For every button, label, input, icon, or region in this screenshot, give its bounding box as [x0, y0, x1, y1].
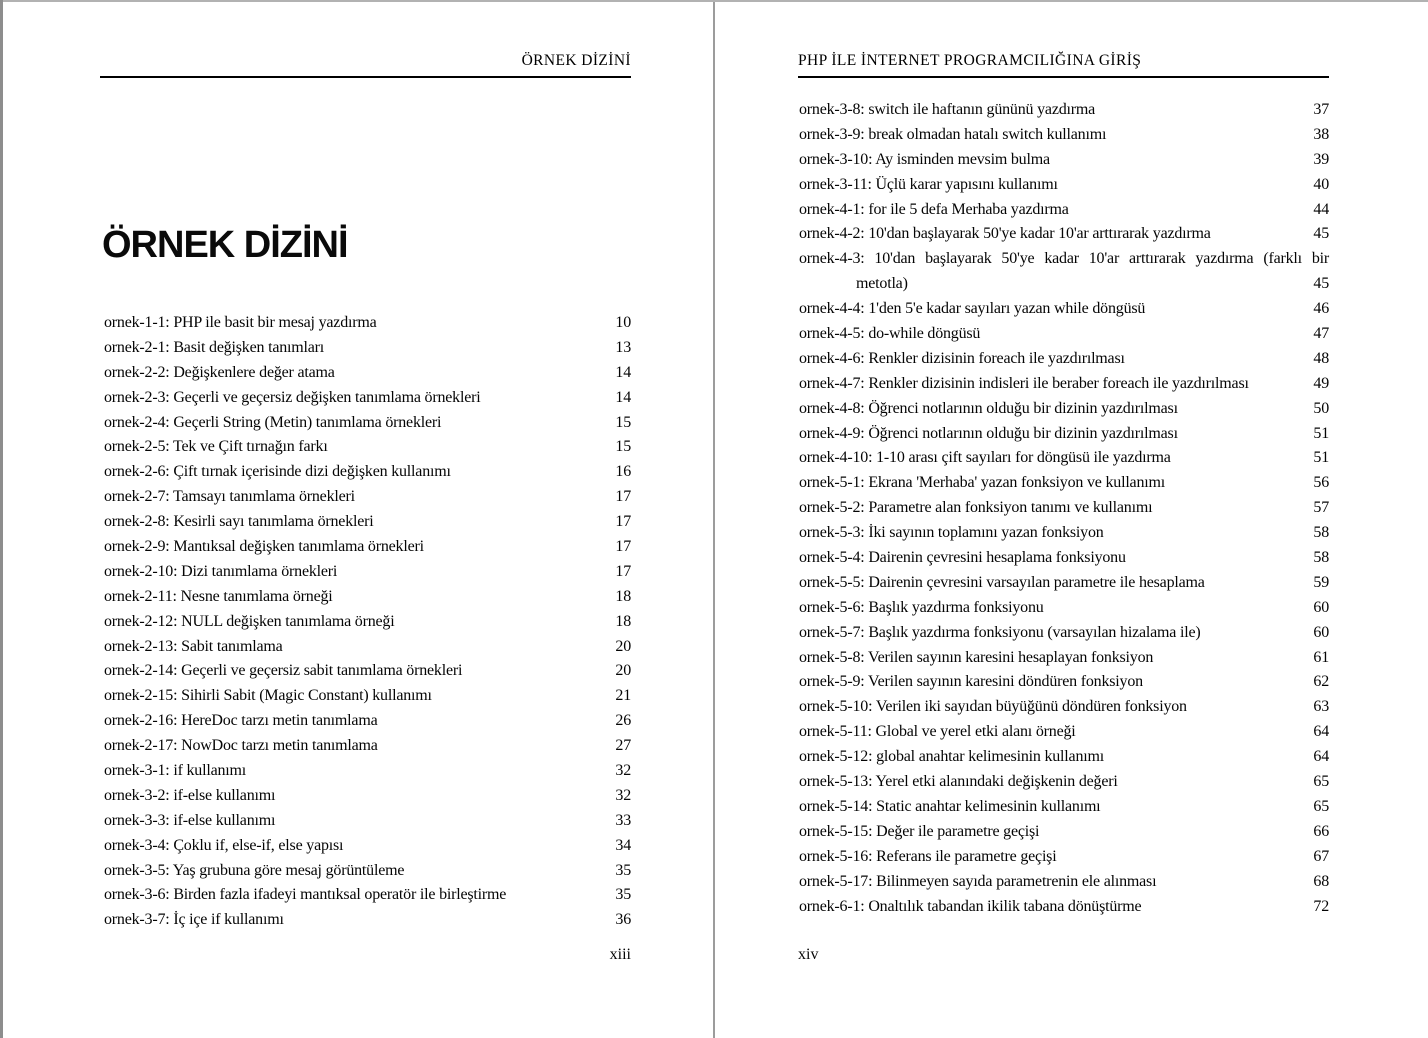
toc-row [799, 745, 1329, 770]
toc-entry-label: ornek-2-13: Sabit tanımlama [104, 637, 283, 655]
toc-entry-page: 65 [1313, 773, 1329, 791]
page-right [715, 0, 1428, 1038]
toc-entry-page: 72 [1313, 897, 1329, 915]
toc-entry-label: ornek-5-17: Bilinmeyen sayıda parametrenin ele alınması [799, 872, 1157, 890]
toc-entry-page: 59 [1313, 573, 1329, 591]
toc-row [799, 820, 1329, 845]
toc-row [104, 411, 631, 436]
page-left [0, 0, 713, 1038]
toc-list-left [104, 311, 631, 933]
toc-entry-page: 17 [615, 562, 631, 580]
toc-row [799, 222, 1329, 247]
toc-entry-page: 15 [615, 438, 631, 456]
toc-entry-page: 10 [615, 314, 631, 331]
toc-row [799, 173, 1329, 198]
toc-row [799, 422, 1329, 447]
toc-row [799, 471, 1329, 496]
toc-entry-page: 44 [1313, 200, 1329, 218]
toc-entry-label: ornek-5-15: Değer ile parametre geçişi [799, 822, 1040, 840]
toc-entry-label: ornek-4-10: 1-10 arası çift sayıları for döngüsü ile yazdırma [799, 449, 1171, 467]
toc-entry-page: 51 [1313, 424, 1329, 442]
running-head-left: ÖRNEK DİZİNİ [521, 52, 631, 69]
toc-row [799, 446, 1329, 471]
toc-row [104, 535, 631, 560]
toc-entry-label: ornek-3-5: Yaş grubuna göre mesaj görüntüleme [104, 861, 405, 879]
toc-entry-label: ornek-5-11: Global ve yerel etki alanı örneği [799, 723, 1076, 741]
toc-entry-page: 67 [1313, 847, 1329, 865]
toc-entry-page: 64 [1313, 723, 1329, 741]
toc-entry-label: ornek-2-10: Dizi tanımlama örnekleri [104, 562, 338, 580]
toc-entry-page: 27 [615, 737, 631, 755]
toc-entry-page: 33 [615, 811, 631, 829]
toc-entry-label: ornek-2-12: NULL değişken tanımlama örneği [104, 612, 395, 630]
toc-entry-label: ornek-2-15: Sihirli Sabit (Magic Constant) kullanımı [104, 687, 432, 705]
toc-entry-label: ornek-5-13: Yerel etki alanındaki değişkenin değeri [799, 773, 1118, 791]
toc-entry-label: ornek-3-4: Çoklu if, else-if, else yapısı [104, 836, 344, 854]
toc-list-right [799, 98, 1329, 919]
toc-entry-label: ornek-4-7: Renkler dizisinin indisleri ile beraber foreach ile yazdırılması [799, 374, 1249, 392]
toc-entry-label: ornek-5-1: Ekrana 'Merhaba' yazan fonksiyon ve kullanımı [799, 474, 1165, 492]
toc-entry-label: ornek-3-1: if kullanımı [104, 762, 247, 780]
toc-entry-page: 18 [615, 612, 631, 630]
toc-entry-page: 60 [1313, 623, 1329, 641]
toc-row [104, 809, 631, 834]
toc-entry-page: 68 [1313, 872, 1329, 890]
toc-entry-label: ornek-5-14: Static anahtar kelimesinin kullanımı [799, 797, 1101, 815]
toc-row [799, 123, 1329, 148]
toc-row [104, 635, 631, 660]
toc-entry-label: ornek-4-8: Öğrenci notlarının olduğu bir dizinin yazdırılması [799, 399, 1178, 417]
toc-entry-page: 58 [1313, 524, 1329, 542]
toc-entry-page: 48 [1313, 349, 1329, 367]
toc-row [104, 435, 631, 460]
toc-entry-page: 13 [615, 338, 631, 356]
toc-entry-page: 17 [615, 538, 631, 556]
toc-entry-page: 16 [615, 463, 631, 481]
toc-row [104, 560, 631, 585]
toc-entry-label: ornek-3-2: if-else kullanımı [104, 786, 276, 804]
toc-entry-page: 64 [1313, 748, 1329, 766]
toc-entry-page: 50 [1313, 399, 1329, 417]
toc-entry-label: ornek-5-8: Verilen sayının karesini hesaplayan fonksiyon [799, 648, 1154, 666]
toc-row [799, 98, 1329, 123]
toc-row [104, 908, 631, 933]
toc-entry-label: ornek-5-2: Parametre alan fonksiyon tanımı ve kullanımı [799, 499, 1153, 517]
toc-row [799, 870, 1329, 895]
toc-entry-label: ornek-5-12: global anahtar kelimesinin kullanımı [799, 748, 1104, 766]
toc-entry-label: ornek-2-14: Geçerli ve geçersiz sabit tanımlama örnekleri [104, 662, 463, 680]
toc-entry-label: ornek-2-2: Değişkenlere değer atama [104, 363, 335, 381]
toc-row [104, 386, 631, 411]
toc-entry-label: ornek-3-11: Üçlü karar yapısını kullanımı [799, 175, 1058, 193]
toc-entry-label: ornek-3-10: Ay isminden mevsim bulma [799, 150, 1050, 168]
toc-entry-label: ornek-4-6: Renkler dizisinin foreach ile yazdırılması [799, 349, 1125, 367]
toc-entry-label: ornek-5-5: Dairenin çevresini varsayılan parametre ile hesaplama [799, 573, 1205, 591]
toc-entry-label: ornek-4-2: 10'dan başlayarak 50'ye kadar 10'ar arttırarak yazdırma [799, 225, 1211, 243]
toc-entry-label: ornek-3-3: if-else kullanımı [104, 811, 276, 829]
window-left-edge [0, 0, 3, 1038]
toc-entry-label: metotla) [856, 275, 908, 293]
running-head-right: PHP İLE İNTERNET PROGRAMCILIĞINA GİRİŞ [798, 52, 1142, 69]
toc-entry-page: 56 [1313, 474, 1329, 492]
toc-entry-label: ornek-2-11: Nesne tanımlama örneği [104, 587, 333, 605]
toc-row [799, 720, 1329, 745]
toc-row [104, 834, 631, 859]
toc-entry-label: ornek-2-5: Tek ve Çift tırnağın farkı [104, 438, 328, 456]
toc-entry-label: ornek-2-3: Geçerli ve geçersiz değişken tanımlama örnekleri [104, 388, 481, 406]
toc-row [799, 646, 1329, 671]
toc-entry-page: 35 [615, 886, 631, 904]
toc-row [104, 659, 631, 684]
toc-entry-label: ornek-2-9: Mantıksal değişken tanımlama örnekleri [104, 538, 424, 556]
toc-row [799, 322, 1329, 347]
toc-entry-page: 21 [615, 687, 631, 705]
toc-row [799, 695, 1329, 720]
toc-entry-label: ornek-2-1: Basit değişken tanımları [104, 338, 325, 356]
toc-entry-label: ornek-2-16: HereDoc tarzı metin tanımlama [104, 712, 378, 730]
toc-row [799, 621, 1329, 646]
toc-entry-page: 17 [615, 488, 631, 506]
toc-row [104, 759, 631, 784]
toc-row [799, 148, 1329, 173]
toc-entry-label: ornek-5-6: Başlık yazdırma fonksiyonu [799, 598, 1044, 616]
toc-entry-label: ornek-2-7: Tamsayı tanımlama örnekleri [104, 488, 355, 506]
folio-right: xiv [798, 946, 819, 963]
toc-entry-page: 49 [1313, 374, 1329, 392]
toc-entry-page: 66 [1313, 822, 1329, 840]
toc-row [104, 610, 631, 635]
toc-row [104, 684, 631, 709]
toc-entry-label: ornek-2-17: NowDoc tarzı metin tanımlama [104, 737, 378, 755]
toc-entry-page: 32 [615, 762, 631, 780]
header-rule-right [798, 76, 1329, 78]
toc-row [799, 571, 1329, 596]
toc-entry-page: 32 [615, 786, 631, 804]
toc-row [799, 297, 1329, 322]
toc-row [799, 397, 1329, 422]
toc-row [104, 585, 631, 610]
toc-entry-page: 45 [1313, 225, 1329, 243]
toc-entry-page: 20 [615, 662, 631, 680]
toc-row [799, 795, 1329, 820]
toc-entry-label: ornek-5-3: İki sayının toplamını yazan fonksiyon [799, 524, 1104, 542]
toc-entry-page: 17 [615, 513, 631, 531]
toc-entry-page: 14 [615, 363, 631, 381]
toc-entry-label: ornek-4-3: 10'dan başlayarak 50'ye kadar 10'ar arttırarak yazdırma (farklı bir [799, 250, 1329, 268]
toc-entry-page: 63 [1313, 698, 1329, 716]
toc-entry-label: ornek-4-5: do-while döngüsü [799, 325, 981, 343]
toc-row [799, 770, 1329, 795]
toc-row [799, 372, 1329, 397]
toc-entry-label: ornek-3-9: break olmadan hatalı switch kullanımı [799, 125, 1107, 143]
toc-row [799, 272, 1329, 297]
toc-row [104, 784, 631, 809]
toc-entry-page: 14 [615, 388, 631, 406]
folio-left: xiii [609, 946, 631, 963]
toc-entry-page: 61 [1313, 648, 1329, 666]
toc-entry-label: ornek-3-6: Birden fazla ifadeyi mantıksal operatör ile birleştirme [104, 886, 507, 904]
toc-entry-label: ornek-2-4: Geçerli String (Metin) tanımlama örnekleri [104, 413, 442, 431]
toc-entry-label: ornek-5-4: Dairenin çevresini hesaplama fonksiyonu [799, 549, 1126, 567]
toc-entry-page: 57 [1313, 499, 1329, 517]
toc-entry-page: 58 [1313, 549, 1329, 567]
toc-entry-page: 15 [615, 413, 631, 431]
toc-entry-page: 40 [1313, 175, 1329, 193]
toc-row [799, 845, 1329, 870]
toc-entry-label: ornek-4-1: for ile 5 defa Merhaba yazdırma [799, 200, 1069, 218]
toc-row [799, 596, 1329, 621]
toc-entry-label: ornek-4-4: 1'den 5'e kadar sayıları yazan while döngüsü [799, 300, 1146, 318]
toc-entry-label: ornek-2-6: Çift tırnak içerisinde dizi değişken kullanımı [104, 463, 451, 481]
toc-row [799, 198, 1329, 223]
toc-entry-label: ornek-5-9: Verilen sayının karesini döndüren fonksiyon [799, 673, 1143, 691]
window-top-edge [0, 0, 1428, 2]
toc-entry-label: ornek-3-7: İç içe if kullanımı [104, 911, 284, 929]
toc-row [104, 859, 631, 884]
toc-row [799, 670, 1329, 695]
toc-entry-label: ornek-5-16: Referans ile parametre geçişi [799, 847, 1057, 865]
toc-entry-page: 35 [615, 861, 631, 879]
toc-row [799, 496, 1329, 521]
toc-entry-page: 65 [1313, 797, 1329, 815]
toc-entry-page: 26 [615, 712, 631, 730]
toc-entry-label: ornek-5-7: Başlık yazdırma fonksiyonu (varsayılan hizalama ile) [799, 623, 1201, 641]
toc-row [104, 510, 631, 535]
toc-entry-page: 18 [615, 587, 631, 605]
page-gutter-divider [713, 0, 715, 1038]
toc-row [104, 709, 631, 734]
toc-row [799, 347, 1329, 372]
toc-entry-page: 62 [1313, 673, 1329, 691]
toc-entry-page: 60 [1313, 598, 1329, 616]
toc-row [104, 883, 631, 908]
toc-entry-page: 37 [1313, 101, 1329, 118]
toc-row [799, 546, 1329, 571]
toc-entry-page: 38 [1313, 125, 1329, 143]
toc-row [799, 895, 1329, 920]
toc-entry-label: ornek-2-8: Kesirli sayı tanımlama örnekleri [104, 513, 374, 531]
toc-entry-page: 39 [1313, 150, 1329, 168]
toc-row [799, 247, 1329, 272]
toc-row [104, 361, 631, 386]
toc-entry-page: 20 [615, 637, 631, 655]
toc-entry-page: 36 [615, 911, 631, 929]
toc-row [104, 734, 631, 759]
toc-row [104, 485, 631, 510]
toc-entry-page: 47 [1313, 325, 1329, 343]
toc-entry-label: ornek-4-9: Öğrenci notlarının olduğu bir dizinin yazdırılması [799, 424, 1178, 442]
toc-row [104, 460, 631, 485]
toc-entry-label: ornek-6-1: Onaltılık tabandan ikilik tabana dönüştürme [799, 897, 1142, 915]
toc-entry-label: ornek-1-1: PHP ile basit bir mesaj yazdırma [104, 314, 377, 331]
toc-entry-page: 46 [1313, 300, 1329, 318]
toc-entry-page: 51 [1313, 449, 1329, 467]
toc-entry-label: ornek-3-8: switch ile haftanın gününü yazdırma [799, 101, 1096, 118]
page-title: ÖRNEK DİZİNİ [102, 224, 348, 266]
toc-entry-label: ornek-5-10: Verilen iki sayıdan büyüğünü döndüren fonksiyon [799, 698, 1187, 716]
toc-entry-page: 34 [615, 836, 631, 854]
toc-row [799, 521, 1329, 546]
toc-row [104, 311, 631, 336]
toc-entry-page: 45 [1313, 275, 1329, 293]
header-rule-left [100, 76, 631, 78]
toc-row [104, 336, 631, 361]
